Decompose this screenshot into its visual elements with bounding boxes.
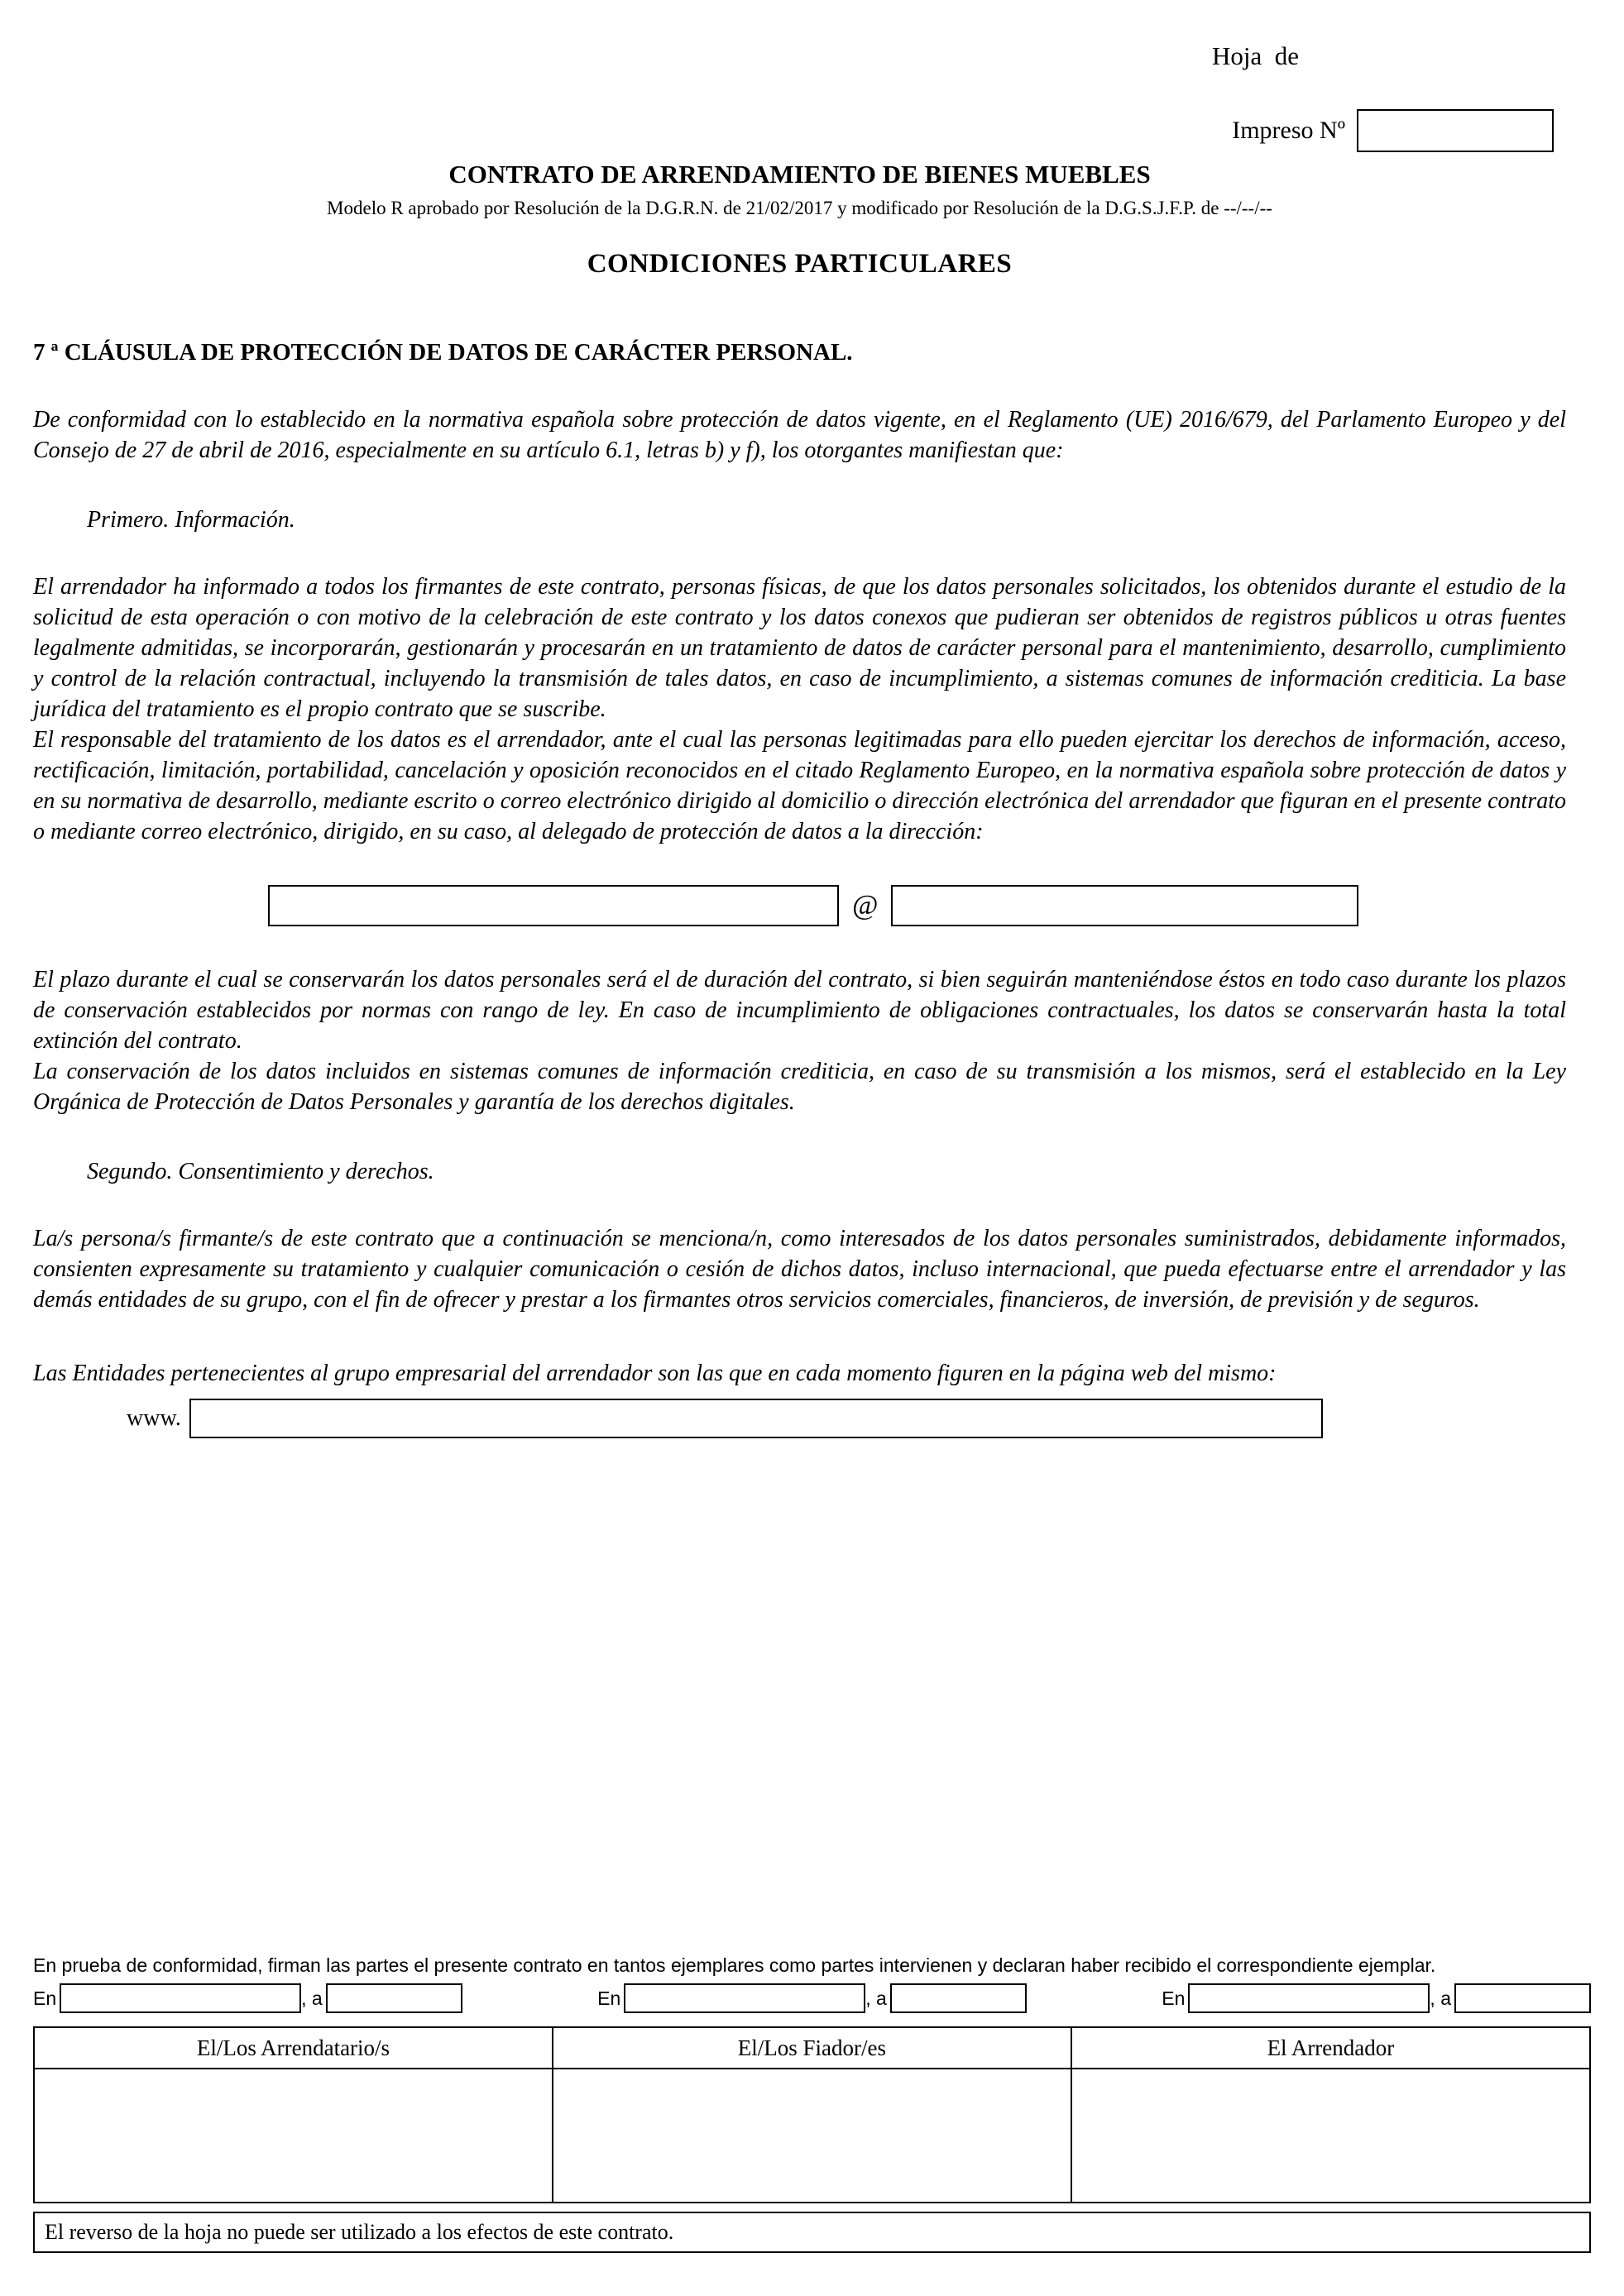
form-number-input[interactable] — [1357, 109, 1554, 152]
paragraph-entidades: Las Entidades pertenecientes al grupo empresarial del arrendador son las que en cada momento figuren en la página web del mismo: — [33, 1361, 1277, 1386]
en-label-1: En — [33, 1987, 57, 2009]
section-title: CONDICIONES PARTICULARES — [587, 249, 1013, 279]
dpo-email-row — [268, 885, 1566, 926]
date-input-3[interactable] — [1454, 1983, 1591, 2013]
a-label-3: , a — [1430, 1987, 1451, 2009]
signatures-body-row — [34, 2069, 1590, 2203]
header-arrendador: El Arrendador — [1071, 2027, 1590, 2069]
signature-cell-arrendatario[interactable] — [34, 2069, 553, 2203]
at-symbol: @ — [852, 890, 879, 921]
dpo-email-local-input[interactable] — [268, 885, 839, 926]
dpo-email-domain-input[interactable] — [891, 885, 1358, 926]
paragraph-conservacion: La conservación de los datos incluidos en sistemas comunes de información crediticia, en caso de su transmisión a los mismos, será el establecido en la Ley Orgánica de Protección de Datos Personales y garantía de los derechos digitales. — [33, 1059, 1566, 1115]
document-subtitle: Modelo R aprobado por Resolución de la D.G.R.N. de 21/02/2017 y modificado por Resolución de la D.G.S.J.F.P. de --/--/-- — [327, 198, 1272, 218]
paragraph-consentimiento: La/s persona/s firmante/s de este contrato que a continuación se menciona/n, como interesados de los datos personales suministrados, debidamente informados, consienten expresamente su tratamiento y cualquier comunicación o cesión de dichos datos, incluso internacional, que pueda efectuarse entre el arrendador y las demás entidades de su grupo, con el fin de ofrecer y prestar a los firmantes otros servicios comerciales, financieros, de inversión, de previsión y de seguros. — [33, 1226, 1566, 1313]
www-label: www. — [127, 1405, 181, 1431]
en-label-3: En — [1162, 1987, 1186, 2009]
place-date-row — [33, 1983, 1591, 2013]
signatures-table — [33, 2026, 1591, 2203]
form-number-label: Impreso Nº — [1232, 117, 1345, 144]
date-input-2[interactable] — [890, 1983, 1027, 2013]
segundo-heading: Segundo. Consentimiento y derechos. — [87, 1159, 434, 1184]
paragraph-informado: El arrendador ha informado a todos los firmantes de este contrato, personas físicas, de que los datos personales solicitados, los obtenidos durante el estudio de la solicitud de esta operación o con motivo de la celebración de este contrato y los datos conexos que pudieran ser obtenidos de registros públicos u otras fuentes legalmente admitidas, se incorporarán, gestionarán y procesarán en un tratamiento de datos de carácter personal para el mantenimiento, desarrollo, cumplimiento y control de la relación contractual, incluyendo la transmisión de tales datos, en caso de incumplimiento, a sistemas comunes de información crediticia. La base jurídica del tratamiento es el propio contrato que se suscribe. — [33, 574, 1566, 722]
place-input-3[interactable] — [1188, 1983, 1430, 2013]
primero-heading: Primero. Información. — [87, 507, 295, 533]
a-label-2: , a — [865, 1987, 887, 2009]
document-title: CONTRATO DE ARRENDAMIENTO DE BIENES MUEBLES — [448, 160, 1151, 189]
place-date-group-1 — [33, 1983, 462, 2013]
place-input-1[interactable] — [60, 1983, 301, 2013]
date-input-1[interactable] — [326, 1983, 462, 2013]
signatures-header-row — [34, 2027, 1590, 2069]
en-label-2: En — [597, 1987, 621, 2009]
conformity-statement: En prueba de conformidad, firman las partes el presente contrato en tantos ejemplares como partes intervienen y declaran haber recibido el correspondiente ejemplar. — [33, 1954, 1436, 1976]
website-row — [127, 1399, 1566, 1438]
form-number-row — [1232, 109, 1554, 152]
clause-heading: 7 ª CLÁUSULA DE PROTECCIÓN DE DATOS DE CARÁCTER PERSONAL. — [33, 339, 853, 366]
a-label-1: , a — [301, 1987, 323, 2009]
reverse-note: El reverso de la hoja no puede ser utilizado a los efectos de este contrato. — [33, 2212, 1591, 2253]
place-date-group-3 — [1162, 1983, 1591, 2013]
signature-cell-fiador[interactable] — [553, 2069, 1071, 2203]
sheet-number-label: Hoja de — [1212, 41, 1300, 70]
place-input-2[interactable] — [624, 1983, 865, 2013]
website-input[interactable] — [189, 1399, 1323, 1438]
header-fiador: El/Los Fiador/es — [553, 2027, 1071, 2069]
paragraph-responsable: El responsable del tratamiento de los datos es el arrendador, ante el cual las personas legitimadas para ello pueden ejercitar los derechos de información, acceso, rectificación, limitación, portabilidad, cancelación y oposición reconocidos en el citado Reglamento Europeo, en la normativa española sobre protección de datos y en su normativa de desarrollo, mediante escrito o correo electrónico dirigido al domicilio o dirección electrónica del arrendador que figuran en el presente contrato o mediante correo electrónico, dirigido, en su caso, al delegado de protección de datos a la dirección: — [33, 727, 1566, 844]
clause-intro-paragraph: De conformidad con lo establecido en la normativa española sobre protección de datos vigente, en el Reglamento (UE) 2016/679, del Parlamento Europeo y del Consejo de 27 de abril de 2016, especialmente en su artículo 6.1, letras b) y f), los otorgantes manifiestan que: — [33, 407, 1566, 463]
signing-block — [33, 1954, 1591, 2253]
place-date-group-2 — [597, 1983, 1027, 2013]
signature-cell-arrendador[interactable] — [1071, 2069, 1590, 2203]
paragraph-plazo: El plazo durante el cual se conservarán los datos personales será el de duración del contrato, si bien seguirán manteniéndose éstos en todo caso durante los plazos de conservación establecidos por normas con rango de ley. En caso de incumplimiento de obligaciones contractuales, los datos se conservarán hasta la total extinción del contrato. — [33, 967, 1566, 1054]
header-arrendatario: El/Los Arrendatario/s — [34, 2027, 553, 2069]
